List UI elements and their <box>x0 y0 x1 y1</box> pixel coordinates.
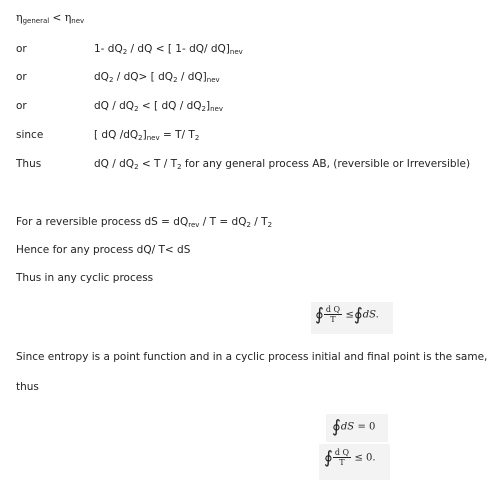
any-process-line: Hence for any process dQ/ T< dS <box>16 244 191 256</box>
eta-symbol: η <box>64 11 72 24</box>
entropy-point-function-line: Since entropy is a point function and in a cyclic process initial and final point is the same, <box>16 351 488 363</box>
math-text: for any general process AB, (reversible or Irreversible) <box>181 158 471 170</box>
subscript: general <box>22 17 50 25</box>
entropy-cycle-equation <box>326 414 388 442</box>
subscript: 2 <box>122 48 128 56</box>
subscript: 2 <box>177 163 182 171</box>
contour-integral-icon: ∮ <box>353 305 363 325</box>
math-text: For a reversible process dS = dQ <box>16 216 189 228</box>
math-text: ≤ 0. <box>354 452 376 464</box>
numerator: d Q <box>325 305 341 314</box>
line-label: or <box>16 100 27 112</box>
subscript: 2 <box>134 105 139 113</box>
reversible-process-line <box>16 215 272 229</box>
line-label: or <box>16 43 27 55</box>
math-text: = T/ T <box>159 129 195 141</box>
math-text: dQ / dQ <box>94 100 135 112</box>
subscript: nev <box>71 17 85 25</box>
efficiency-inequality-line <box>16 11 84 25</box>
contour-integral-icon: ∮ <box>332 417 341 437</box>
math-text: dS. <box>362 309 379 321</box>
subscript: 2 <box>108 76 114 84</box>
subscript: nev <box>229 48 243 56</box>
equation-line-3 <box>94 99 223 113</box>
line-label: since <box>16 129 44 141</box>
math-operator: ≤ <box>345 309 354 321</box>
equation-line-1 <box>94 42 243 56</box>
subscript: nev <box>206 76 220 84</box>
math-text: ] <box>206 100 211 112</box>
math-text: / T <box>250 216 268 228</box>
numerator: d Q <box>334 448 350 457</box>
subscript: 2 <box>138 134 143 142</box>
line-label: Thus <box>16 158 42 170</box>
clausius-cycle-equation <box>319 444 390 480</box>
math-text: dS <box>340 421 355 433</box>
fraction <box>324 306 342 324</box>
subscript: rev <box>188 221 200 229</box>
eta-symbol: η <box>16 11 23 24</box>
equation-line-2 <box>94 70 220 84</box>
subscript: 2 <box>194 134 200 142</box>
math-text: < T / T <box>138 158 178 170</box>
subscript: 2 <box>173 76 178 84</box>
cyclic-process-line: Thus in any cyclic process <box>16 272 154 284</box>
denominator: T <box>330 315 336 324</box>
math-text: / dQ < [ 1- dQ/ dQ] <box>127 43 230 55</box>
math-text: = 0 <box>357 421 376 433</box>
contour-integral-icon: ∮ <box>315 305 324 325</box>
math-text: 1- dQ <box>94 43 123 55</box>
math-text: / T = dQ <box>199 216 247 228</box>
fraction <box>333 449 351 467</box>
math-text: dQ <box>94 71 109 83</box>
math-text: / dQ> [ dQ <box>113 71 174 83</box>
line-label: or <box>16 71 27 83</box>
subscript: 2 <box>267 221 273 229</box>
subscript: 2 <box>246 221 251 229</box>
thus-line: thus <box>16 381 39 393</box>
subscript: nev <box>210 105 223 113</box>
math-text: < <box>49 12 65 24</box>
denominator: T <box>339 458 345 467</box>
math-text: [ dQ /dQ <box>94 129 139 141</box>
subscript: 2 <box>134 163 139 171</box>
equation-line-4 <box>94 128 199 142</box>
math-text: / dQ] <box>177 71 207 83</box>
contour-integral-icon: ∮ <box>324 448 333 468</box>
subscript: 2 <box>201 105 206 113</box>
math-text: dQ / dQ <box>94 158 135 170</box>
math-text: < [ dQ / dQ <box>138 100 202 112</box>
clausius-inequality-equation <box>311 302 393 334</box>
subscript: nev <box>146 134 160 142</box>
math-text: ] <box>142 129 147 141</box>
equation-line-5 <box>94 157 470 171</box>
